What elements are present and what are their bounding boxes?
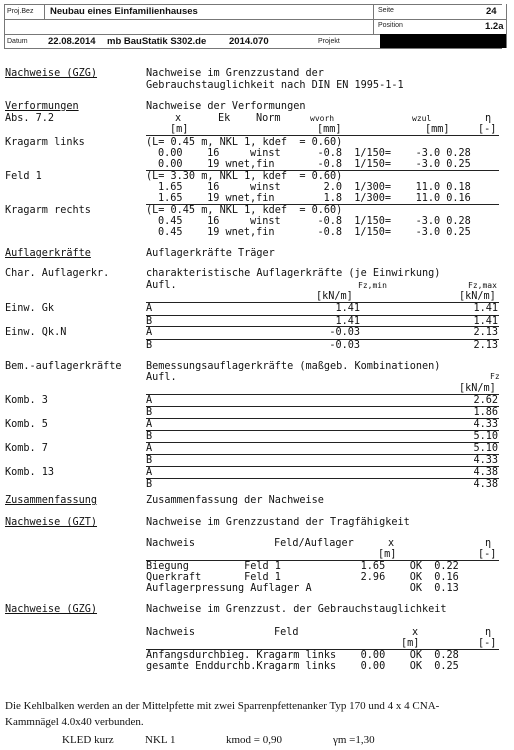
seite-label: Seite: [378, 7, 394, 14]
char-title: charakteristische Auflagerkräfte (je Einwirkung): [146, 268, 441, 279]
gk-b-label: B: [146, 316, 153, 327]
project-title: Neubau eines Einfamilienhauses: [50, 6, 198, 17]
col-ek: Ek: [218, 113, 231, 124]
footer-kmod: kmod = 0,90: [226, 734, 283, 746]
einw-qk-label: Einw. Qk.N: [5, 327, 67, 338]
col-x: x: [175, 113, 182, 124]
kragarm-links-row-1: 0.00 16 winst -0.8 1/150= -3.0 0.28: [158, 148, 471, 159]
gzg2-head-nachweis: Nachweis: [146, 627, 196, 638]
komb-3-b-label: B: [146, 407, 153, 418]
gzt-head-eta: η: [485, 538, 492, 549]
komb-7-label: Komb. 7: [5, 443, 48, 454]
gk-a-min: 1.41: [335, 303, 360, 314]
gzt-row-biegung: Biegung Feld 1 1.65 OK 0.22: [146, 561, 459, 572]
komb-7-b-label: B: [146, 455, 153, 466]
gzg2-head-x: x: [412, 627, 419, 638]
komb-7-a-label: A: [146, 443, 153, 454]
kragarm-rechts-row-1: 0.45 16 winst -0.8 1/150= -3.0 0.28: [158, 216, 471, 227]
gzg-title-2: Gebrauchstauglichkeit nach DIN EN 1995-1-1: [146, 80, 404, 91]
bem-title: Bemessungsauflagerkräfte (maßgeb. Kombinationen): [146, 361, 441, 372]
unit-mm: [mm]: [317, 124, 342, 135]
position-label: Position: [378, 22, 403, 29]
gzt-unit-dash: [-]: [478, 549, 497, 560]
feld1-row-1: 1.65 16 winst 2.0 1/300= 11.0 0.18: [158, 182, 471, 193]
projbez-label: Proj.Bez: [7, 8, 34, 15]
header-top-border: [4, 4, 502, 5]
unit-dash: [-]: [478, 124, 497, 135]
bem-aufl: Aufl.: [146, 372, 177, 383]
gzt-head-nachweis: Nachweis: [146, 538, 196, 549]
qk-b-max: 2.13: [473, 340, 498, 351]
gzt-unit-m: [m]: [378, 549, 397, 560]
char-label: Char. Auflagerkr.: [5, 268, 110, 279]
col-eta: η: [485, 113, 492, 124]
char-unit-2: [kN/m]: [459, 291, 496, 302]
auflagerkraefte-title: Auflagerkräfte Träger: [146, 248, 275, 259]
gzg2-row-anfang: Anfangsdurchbieg. Kragarm links 0.00 OK 0.28: [146, 650, 459, 661]
bem-label: Bem.-auflagerkräfte: [5, 361, 122, 372]
qk-a-min: -0.03: [329, 327, 360, 338]
einw-gk-label: Einw. Gk: [5, 303, 55, 314]
redacted-box: [380, 34, 506, 48]
gzg2-head-eta: η: [485, 627, 492, 638]
char-unit-1: [kN/m]: [316, 291, 353, 302]
datum-label: Datum: [7, 38, 28, 45]
projekt-label: Projekt: [318, 38, 340, 45]
komb-3-a-label: A: [146, 395, 153, 406]
komb-5-a-value: 4.33: [473, 419, 498, 430]
section-gzg2-label: Nachweise (GZG): [5, 604, 98, 615]
gzt-head-feld: Feld/Auflager: [274, 538, 354, 549]
komb-13-b-label: B: [146, 479, 153, 490]
komb-13-b-value: 4.38: [473, 479, 498, 490]
section-verformungen-label: Verformungen: [5, 101, 79, 112]
footer-nkl: NKL 1: [145, 734, 176, 746]
komb-13-a-label: A: [146, 467, 153, 478]
footer-kled: KLED kurz: [62, 734, 114, 746]
komb-7-b-value: 4.33: [473, 455, 498, 466]
komb-5-b-label: B: [146, 431, 153, 442]
unit-mm-2: [mm]: [425, 124, 450, 135]
software-name: mb BauStatik S302.de: [107, 36, 207, 47]
komb-13-label: Komb. 13: [5, 467, 55, 478]
footer-text-1: Die Kehlbalken werden an der Mittelpfette mit zwei Sparrenpfettenanker Typ 170 und 4 x 4 CNA-: [5, 700, 440, 712]
kragarm-rechts-head: (L= 0.45 m, NKL 1, kdef = 0.60): [146, 205, 343, 216]
col-norm: Norm: [256, 113, 281, 124]
gzt-row-querkraft: Querkraft Feld 1 2.96 OK 0.16: [146, 572, 459, 583]
gzg2-unit-dash: [-]: [478, 638, 497, 649]
komb-5-b-value: 5.10: [473, 431, 498, 442]
gzt-title: Nachweise im Grenzzustand der Tragfähigkeit: [146, 517, 410, 528]
kragarm-rechts-label: Kragarm rechts: [5, 205, 91, 216]
komb-5-label: Komb. 5: [5, 419, 48, 430]
gzg2-head-feld: Feld: [274, 627, 299, 638]
qk-a-label: A: [146, 327, 153, 338]
section-gzt-label: Nachweise (GZT): [5, 517, 98, 528]
gk-b-max: 1.41: [473, 316, 498, 327]
bem-fz: Fz: [490, 372, 500, 381]
komb-3-label: Komb. 3: [5, 395, 48, 406]
feld1-row-2: 1.65 19 wnet,fin 1.8 1/300= 11.0 0.16: [158, 193, 471, 204]
datum-value: 22.08.2014: [48, 36, 96, 47]
software-version: 2014.070: [229, 36, 269, 47]
char-aufl: Aufl.: [146, 280, 177, 291]
gk-a-max: 1.41: [473, 303, 498, 314]
unit-m: [m]: [170, 124, 189, 135]
char-fzmin: Fz,min: [358, 281, 387, 290]
komb-3-b-value: 1.86: [473, 407, 498, 418]
kragarm-rechts-row-2: 0.45 19 wnet,fin -0.8 1/150= -3.0 0.25: [158, 227, 471, 238]
komb-13-a-value: 4.38: [473, 467, 498, 478]
bem-unit: [kN/m]: [459, 383, 496, 394]
gzt-row-auflagerpressung: Auflagerpressung Auflager A OK 0.13: [146, 583, 459, 594]
kragarm-links-label: Kragarm links: [5, 137, 85, 148]
kragarm-links-head: (L= 0.45 m, NKL 1, kdef = 0.60): [146, 137, 343, 148]
komb-7-a-value: 5.10: [473, 443, 498, 454]
feld1-head: (L= 3.30 m, NKL 1, kdef = 0.60): [146, 171, 343, 182]
qk-b-min: -0.03: [329, 340, 360, 351]
gk-a-label: A: [146, 303, 153, 314]
char-fzmax: Fz,max: [468, 281, 497, 290]
footer-gamma: γm =1,30: [333, 734, 375, 746]
col-wzul: wzul: [412, 114, 432, 123]
gzg-title-1: Nachweise im Grenzzustand der: [146, 68, 324, 79]
gzg2-title: Nachweise im Grenzzust. der Gebrauchstauglichkeit: [146, 604, 447, 615]
seite-value: 24: [486, 6, 497, 17]
verformungen-title: Nachweise der Verformungen: [146, 101, 306, 112]
section-auflagerkraefte-label: Auflagerkräfte: [5, 248, 91, 259]
gk-b-min: 1.41: [335, 316, 360, 327]
qk-a-max: 2.13: [473, 327, 498, 338]
page-header: [0, 0, 514, 48]
section-zusammenfassung-label: Zusammenfassung: [5, 495, 98, 506]
gzg2-unit-m: [m]: [401, 638, 420, 649]
kragarm-links-row-2: 0.00 19 wnet,fin -0.8 1/150= -3.0 0.25: [158, 159, 471, 170]
header-bottom-border: [4, 48, 502, 49]
feld1-label: Feld 1: [5, 171, 42, 182]
komb-3-a-value: 2.62: [473, 395, 498, 406]
section-gzg-label: Nachweise (GZG): [5, 68, 98, 79]
gzg2-row-gesamt: gesamte Enddurchb.Kragarm links 0.00 OK 0.25: [146, 661, 459, 672]
col-wvorh: wvorh: [310, 114, 335, 123]
position-value: 1.2a: [485, 21, 504, 32]
gzt-head-x: x: [388, 538, 395, 549]
komb-5-a-label: A: [146, 419, 153, 430]
qk-b-label: B: [146, 340, 153, 351]
verformungen-abs: Abs. 7.2: [5, 113, 55, 124]
footer-text-2: Kammnägel 4.0x40 verbunden.: [5, 716, 144, 728]
zusammenfassung-title: Zusammenfassung der Nachweise: [146, 495, 324, 506]
